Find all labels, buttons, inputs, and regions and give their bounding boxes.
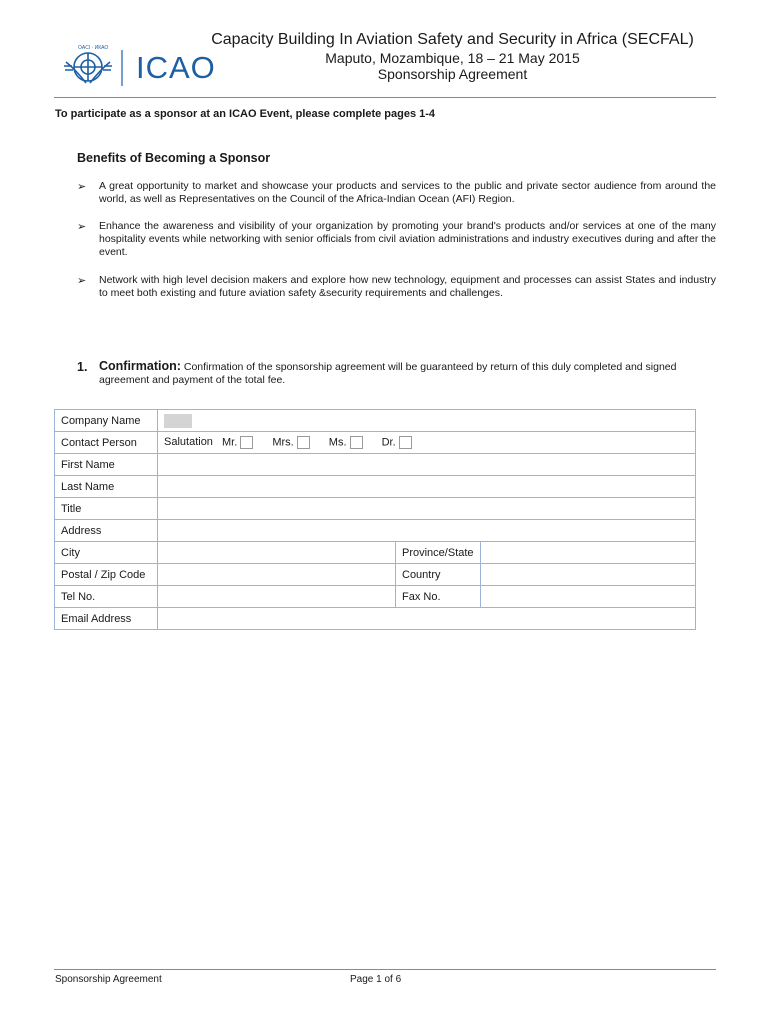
table-row bbox=[55, 564, 696, 586]
first-name-label: First Name bbox=[55, 454, 158, 476]
arrow-bullet-icon: ➢ bbox=[77, 275, 87, 287]
document-type: Sponsorship Agreement bbox=[377, 66, 528, 82]
benefit-text: Enhance the awareness and visibility of your organization by promoting your brand's products and/or services at one of the many hospitality events while networking with senior officials from civil aviation administrations and industry executives during and after the event. bbox=[99, 220, 716, 258]
tel-field[interactable] bbox=[158, 586, 396, 608]
city-field[interactable] bbox=[158, 542, 396, 564]
table-row bbox=[55, 608, 696, 630]
table-row bbox=[55, 542, 696, 564]
ms-checkbox[interactable] bbox=[350, 436, 363, 449]
benefit-text: Network with high level decision makers and explore how new technology, equipment and processes can assist States and industry to meet both existing and future aviation safety &security requirements and challenges. bbox=[99, 274, 716, 299]
table-row bbox=[55, 432, 696, 454]
salutation-cell bbox=[158, 432, 696, 454]
title-field[interactable] bbox=[158, 498, 696, 520]
arrow-bullet-icon: ➢ bbox=[77, 221, 87, 233]
event-location-date: Maputo, Mozambique, 18 – 21 May 2015 bbox=[325, 50, 580, 66]
confirmation-lead: Confirmation: bbox=[99, 359, 181, 373]
city-label: City bbox=[55, 542, 158, 564]
event-title: Capacity Building In Aviation Safety and Security in Africa (SECFAL) bbox=[211, 31, 694, 48]
country-field[interactable] bbox=[480, 564, 695, 586]
dr-checkbox[interactable] bbox=[399, 436, 412, 449]
sponsor-details-form bbox=[54, 409, 696, 630]
benefits-heading: Benefits of Becoming a Sponsor bbox=[77, 151, 271, 165]
mrs-label: Mrs. bbox=[272, 436, 294, 449]
table-row bbox=[55, 520, 696, 542]
svg-text:OACI · ИКАО: OACI · ИКАО bbox=[78, 45, 109, 51]
email-field[interactable] bbox=[158, 608, 696, 630]
icao-logo-text: ICAO bbox=[136, 50, 216, 85]
icao-logo bbox=[62, 40, 216, 92]
table-row bbox=[55, 586, 696, 608]
footer-document-name: Sponsorship Agreement bbox=[55, 974, 162, 985]
contact-person-label: Contact Person bbox=[55, 432, 158, 454]
salutation-label: Salutation bbox=[164, 436, 213, 449]
fax-field[interactable] bbox=[480, 586, 695, 608]
table-row bbox=[55, 410, 696, 432]
company-name-field[interactable] bbox=[158, 410, 696, 432]
last-name-label: Last Name bbox=[55, 476, 158, 498]
postal-zip-field[interactable] bbox=[158, 564, 396, 586]
postal-zip-label: Postal / Zip Code bbox=[55, 564, 158, 586]
address-field[interactable] bbox=[158, 520, 696, 542]
confirmation-text: Confirmation of the sponsorship agreement will be guaranteed by return of this duly completed and signed agreement and payment of the total fee. bbox=[99, 361, 677, 386]
table-row bbox=[55, 476, 696, 498]
table-row bbox=[55, 454, 696, 476]
country-label: Country bbox=[396, 564, 481, 586]
form-field-highlight[interactable] bbox=[164, 414, 192, 428]
address-label: Address bbox=[55, 520, 158, 542]
first-name-field[interactable] bbox=[158, 454, 696, 476]
tel-label: Tel No. bbox=[55, 586, 158, 608]
province-state-label: Province/State bbox=[396, 542, 481, 564]
arrow-bullet-icon: ➢ bbox=[77, 181, 87, 193]
mr-label: Mr. bbox=[222, 436, 238, 449]
last-name-field[interactable] bbox=[158, 476, 696, 498]
header-divider bbox=[54, 97, 716, 98]
title-label: Title bbox=[55, 498, 158, 520]
page-number: Page 1 of 6 bbox=[350, 974, 402, 985]
ms-label: Ms. bbox=[328, 436, 347, 449]
email-label: Email Address bbox=[55, 608, 158, 630]
dr-label: Dr. bbox=[381, 436, 396, 449]
province-state-field[interactable] bbox=[480, 542, 695, 564]
company-name-label: Company Name bbox=[55, 410, 158, 432]
fax-label: Fax No. bbox=[396, 586, 481, 608]
mr-checkbox[interactable] bbox=[240, 436, 253, 449]
mrs-checkbox[interactable] bbox=[297, 436, 310, 449]
footer-divider bbox=[54, 969, 716, 970]
benefit-text: A great opportunity to market and showcase your products and services to the public and private sector audience from around the world, as well as Representatives on the Council of the Africa-Indian Ocean (AFI) Region. bbox=[99, 180, 716, 205]
table-row bbox=[55, 498, 696, 520]
section-number: 1. bbox=[77, 360, 88, 374]
instruction-text: To participate as a sponsor at an ICAO Event, please complete pages 1-4 bbox=[55, 108, 436, 120]
